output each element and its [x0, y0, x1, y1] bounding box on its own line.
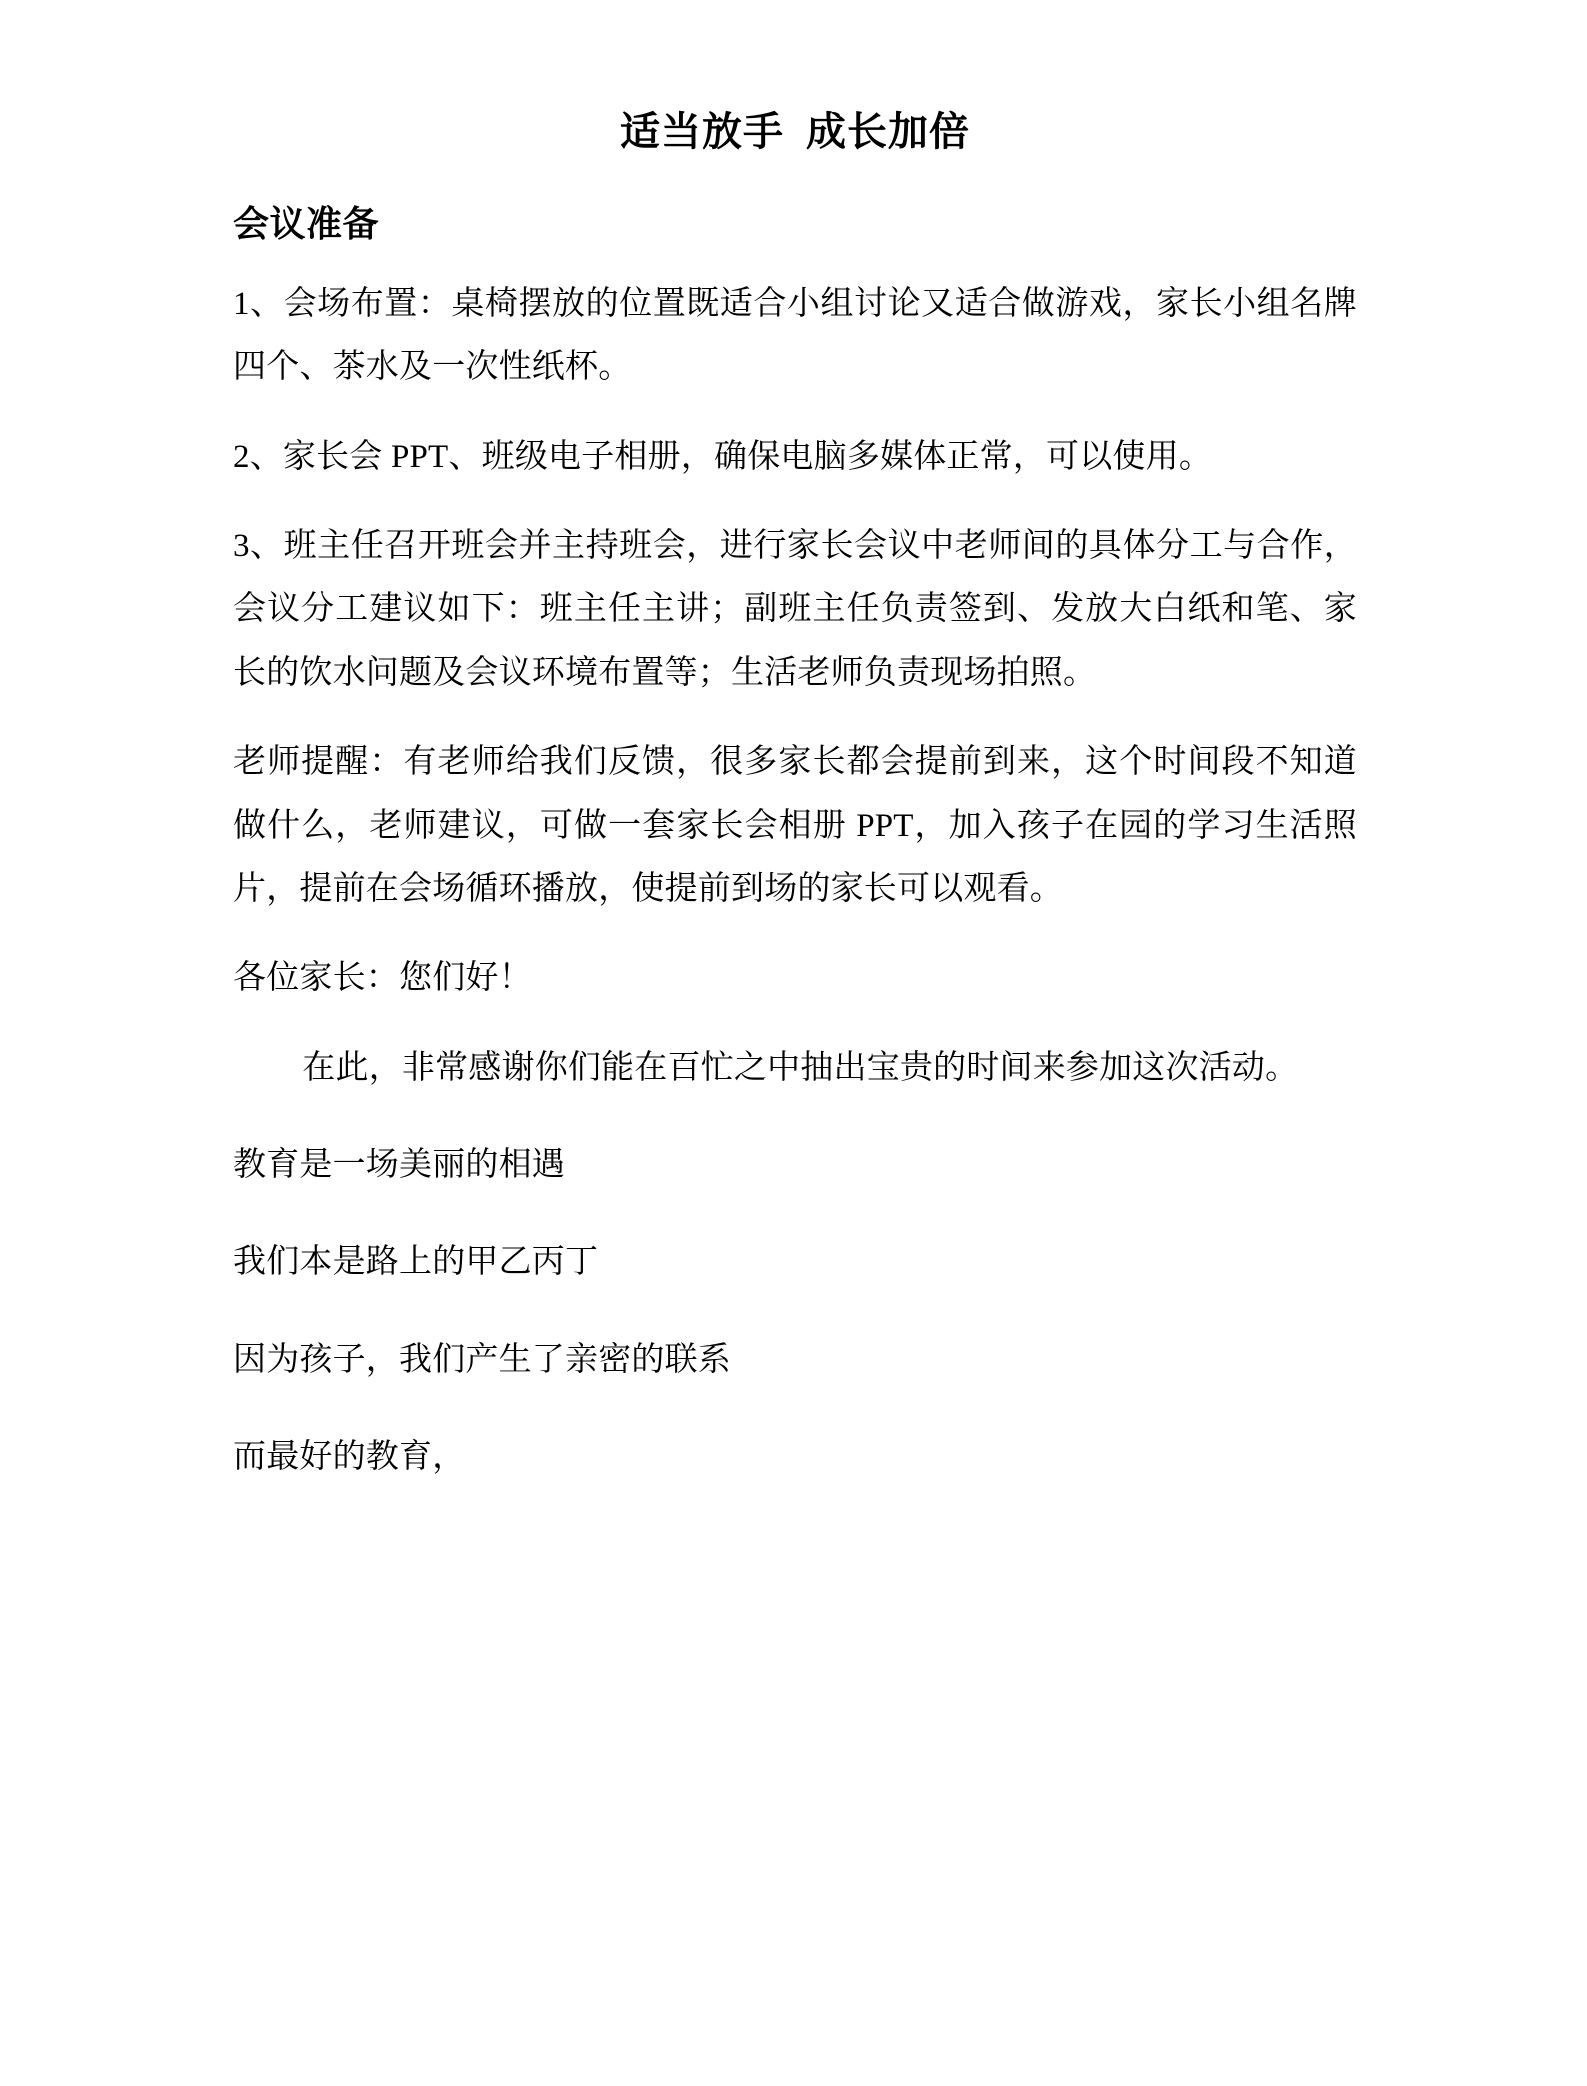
paragraph-item-3: 3、班主任召开班会并主持班会，进行家长会议中老师间的具体分工与合作，会议分工建议如下：班主任主讲；副班主任负责签到、发放大白纸和笔、家长的饮水问题及会议环境布置等；生活老师负责现场拍照。 [233, 528, 1357, 691]
page-title: 适当放手 成长加倍 [620, 109, 970, 154]
paragraph-greeting: 各位家长：您们好！ [233, 960, 532, 997]
paragraph-item-1: 1、会场布置：桌椅摆放的位置既适合小组讨论又适合做游戏，家长小组名牌四个、茶水及一次性纸杯。 [233, 286, 1357, 386]
section-heading-meeting-preparation: 会议准备 [233, 204, 380, 244]
paragraph-thanks: 在此，非常感谢你们能在百忙之中抽出宝贵的时间来参加这次活动。 [302, 1049, 1299, 1086]
verse-line-4: 而最好的教育， [233, 1439, 466, 1476]
paragraph-item-2: 2、家长会 PPT、班级电子相册，确保电脑多媒体正常，可以使用。 [233, 438, 1213, 475]
paragraph-teacher-reminder: 老师提醒：有老师给我们反馈，很多家长都会提前到来，这个时间段不知道做什么，老师建议，可做一套家长会相册 PPT，加入孩子在园的学习生活照片，提前在会场循环播放，使提前到场的家长可以观看。 [233, 744, 1357, 907]
verse-line-1: 教育是一场美丽的相遇 [233, 1146, 565, 1183]
verse-line-3: 因为孩子，我们产生了亲密的联系 [233, 1341, 731, 1378]
document-body [233, 0, 1357, 1489]
verse-line-2: 我们本是路上的甲乙丙丁 [233, 1244, 599, 1281]
